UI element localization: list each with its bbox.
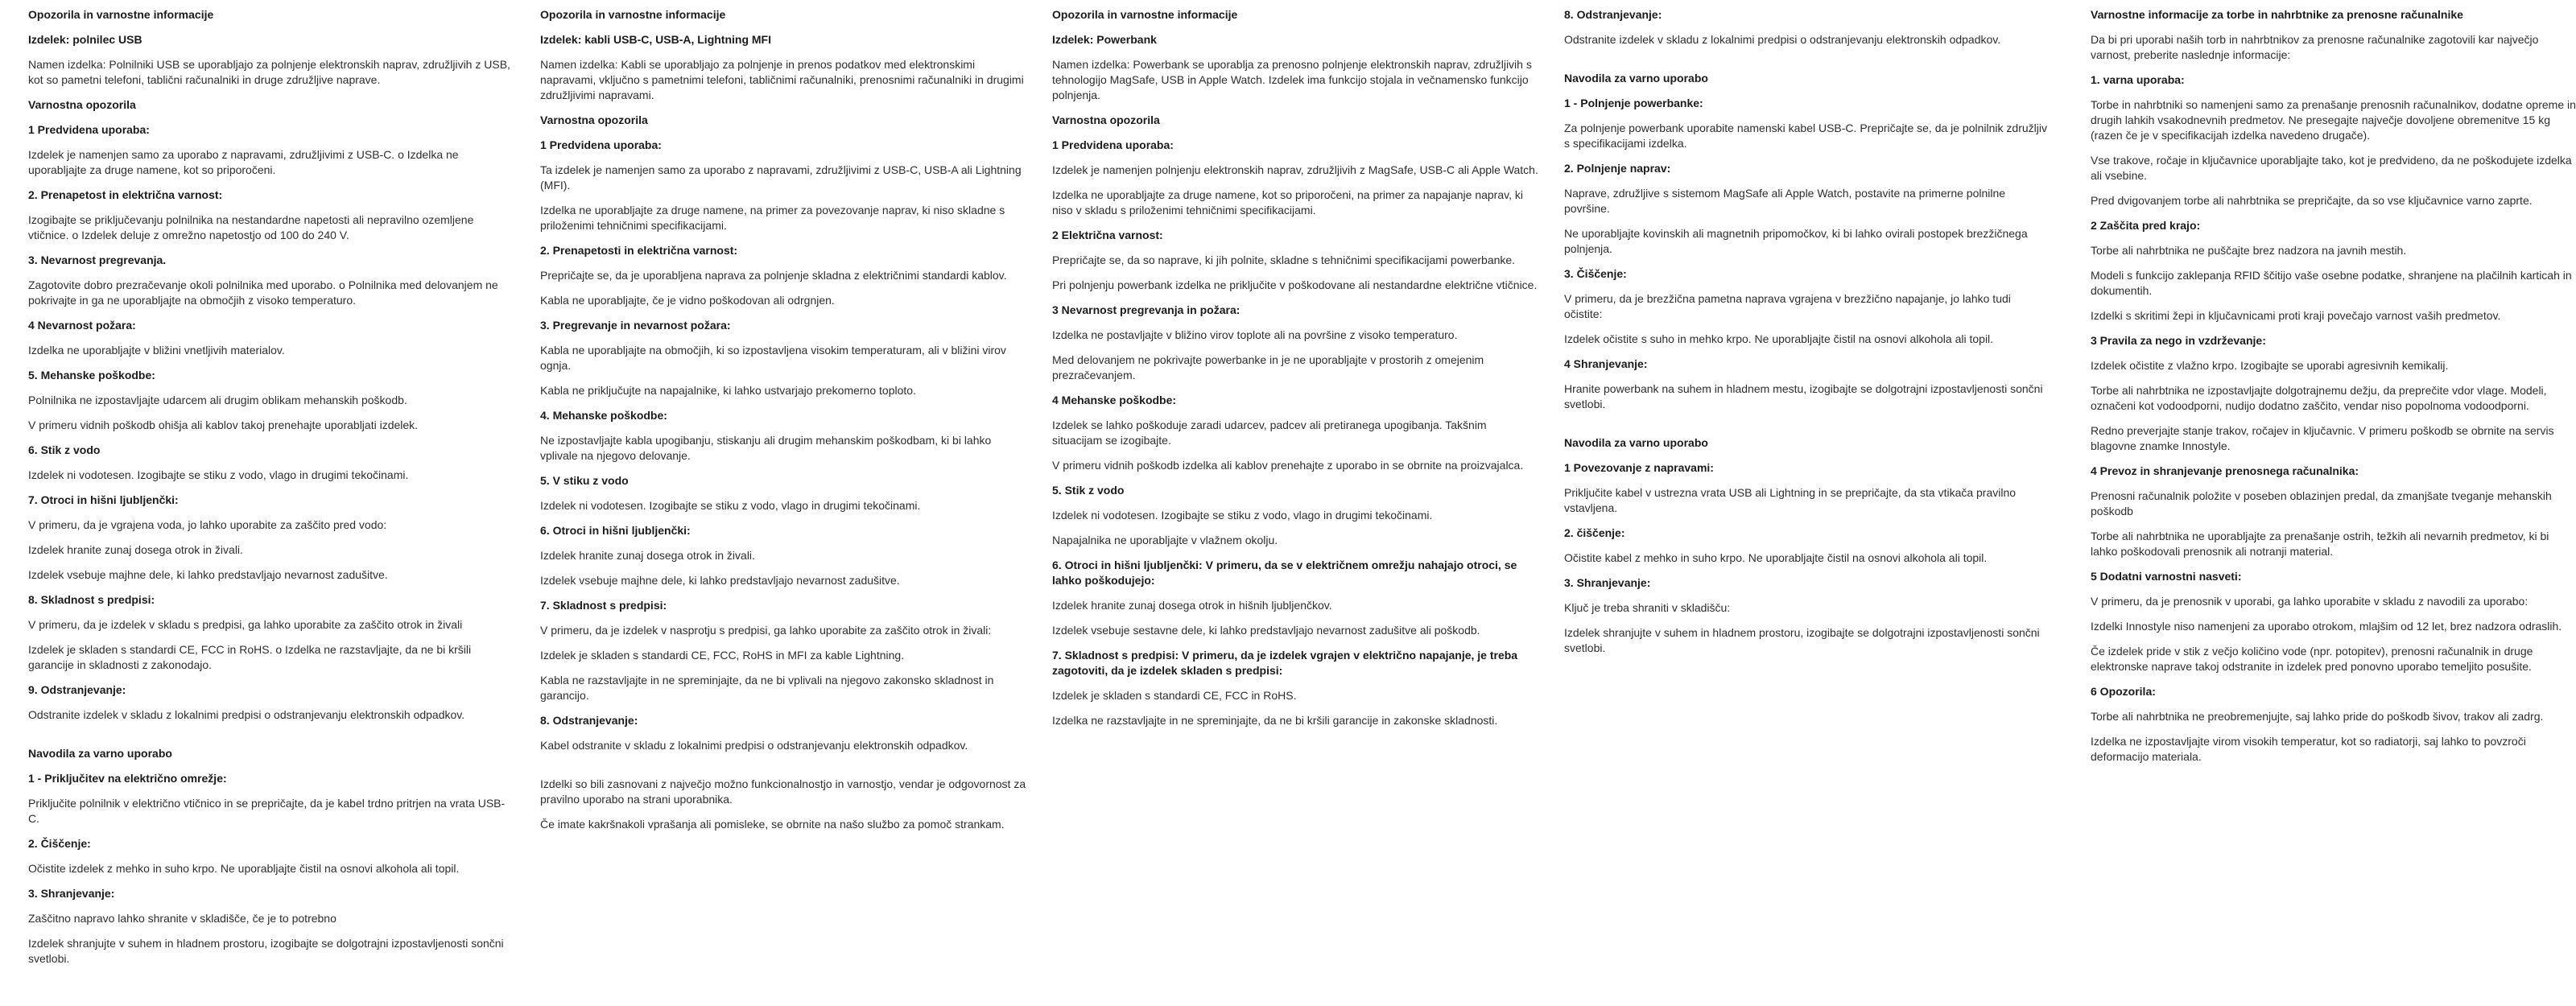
section-heading: 8. Odstranjevanje: xyxy=(540,714,638,727)
section-heading: Opozorila in varnostne informacije xyxy=(540,8,726,21)
paragraph: Torbe ali nahrbtnika ne preobremenjujte, saj lahko pride do poškodb šivov, trakov ali zadrg. xyxy=(2091,710,2544,723)
paragraph: Prenosni računalnik položite v poseben oblazinjen predal, da zmanjšate tveganje mehanskih poškodb xyxy=(2091,489,2552,517)
paragraph: Pri polnjenju powerbank izdelka ne priključite v poškodovane ali nestandardne električne vtičnice. xyxy=(1052,278,1538,291)
paragraph: Priključite polnilnik v električno vtičnico in se prepričajte, da je kabel trdno pritrjen na vrata USB-C. xyxy=(28,797,506,825)
section-heading: 5. Mehanske poškodbe: xyxy=(28,369,155,381)
section-heading: 1. varna uporaba: xyxy=(2091,73,2185,86)
paragraph: Izdelek hranite zunaj dosega otrok in živali. xyxy=(540,549,755,562)
paragraph: Odstranite izdelek v skladu z lokalnimi predpisi o odstranjevanju elektronskih odpadkov. xyxy=(1564,33,2001,46)
paragraph: Namen izdelka: Powerbank se uporablja za prenosno polnjenje elektronskih naprav, združljivih s tehnologijo MagSafe, USB in Apple Watch. Izdelek ima funkcijo stojala in večnamensko funkcijo polnjenja. xyxy=(1052,58,1532,101)
section-heading: 6. Otroci in hišni ljubljenčki: xyxy=(540,524,691,537)
paragraph: Izdelek je namenjen samo za uporabo z napravami, združljivimi z USB-C. o Izdelka ne uporabljajte za druge namene, kot so priporočeni. xyxy=(28,148,459,176)
spacer xyxy=(1564,57,2051,71)
section-heading: Izdelek: kabli USB-C, USB-A, Lightning MFI xyxy=(540,33,771,46)
paragraph: Torbe ali nahrbtnika ne uporabljajte za prenašanje ostrih, težkih ali nevarnih predmetov, ki bi lahko poškodovali prenosnik ali notranji material. xyxy=(2091,530,2549,558)
paragraph: V primeru vidnih poškodb ohišja ali kablov takoj prenehajte uporabljati izdelek. xyxy=(28,418,419,431)
paragraph: Redno preverjajte stanje trakov, ročajev in ključavnic. V primeru poškodb se obrnite na servis blagovne znamke Innostyle. xyxy=(2091,424,2554,452)
paragraph: Izdelka ne uporabljajte v bližini vnetljivih materialov. xyxy=(28,344,285,357)
paragraph: V primeru, da je izdelek v skladu s predpisi, ga lahko uporabite za zaščito otrok in živali xyxy=(28,618,463,631)
section-heading: 5. V stiku z vodo xyxy=(540,474,629,487)
section-heading: 7. Skladnost s predpisi: xyxy=(540,599,667,612)
section-heading: 1 Povezovanje z napravami: xyxy=(1564,461,1714,474)
paragraph: V primeru, da je izdelek v nasprotju s predpisi, ga lahko uporabite za zaščito otrok in živali: xyxy=(540,624,992,637)
column-laptop-bags xyxy=(2091,7,2576,774)
paragraph: Izdelek hranite zunaj dosega otrok in hišnih ljubljenčkov. xyxy=(1052,599,1332,612)
paragraph: Če izdelek pride v stik z večjo količino vode (npr. potopitev), prenosni računalnik in druge elektronske naprave takoj odstranite in izdelek pred ponovno uporabo temeljito posušite. xyxy=(2091,645,2533,673)
section-heading: 2 Električna varnost: xyxy=(1052,229,1163,241)
paragraph: Hranite powerbank na suhem in hladnem mestu, izogibajte se dolgotrajni izpostavljenosti sončni svetlobi. xyxy=(1564,382,2043,410)
paragraph: Prepričajte se, da so naprave, ki jih polnite, skladne s tehničnimi specifikacijami powerbanke. xyxy=(1052,254,1516,266)
spacer xyxy=(28,732,515,746)
section-heading: Opozorila in varnostne informacije xyxy=(1052,8,1238,21)
paragraph: Očistite izdelek z mehko in suho krpo. Ne uporabljajte čistil na osnovi alkohola ali topil. xyxy=(28,862,460,875)
section-heading: 6. Stik z vodo xyxy=(28,443,101,456)
section-heading: 8. Odstranjevanje: xyxy=(1564,8,1662,21)
section-heading: 5 Dodatni varnostni nasveti: xyxy=(2091,570,2242,583)
column-powerbank xyxy=(1052,7,1539,738)
paragraph: Ne uporabljajte kovinskih ali magnetnih pripomočkov, ki bi lahko ovirali postopek brezžičnega polnjenja. xyxy=(1564,227,2028,255)
section-heading: 3. Shranjevanje: xyxy=(1564,576,1651,589)
paragraph: Izdelek ni vodotesen. Izogibajte se stiku z vodo, vlago in drugimi tekočinami. xyxy=(1052,509,1433,522)
section-heading: 2. Prenapetost in električna varnost: xyxy=(28,188,223,201)
paragraph: Pred dvigovanjem torbe ali nahrbtnika se prepričajte, da so vse ključavnice varno zaprte. xyxy=(2091,194,2533,207)
paragraph: Izdelek hranite zunaj dosega otrok in živali. xyxy=(28,543,243,556)
section-heading: 2 Zaščita pred krajo: xyxy=(2091,219,2201,232)
paragraph: Izdelka ne razstavljajte in ne spreminjajte, da ne bi kršili garancije in zakonske skladnosti. xyxy=(1052,714,1498,727)
paragraph: Izdelki Innostyle niso namenjeni za uporabo otrokom, mlajšim od 12 let, brez nadzora odraslih. xyxy=(2091,620,2562,633)
paragraph: Izdelek vsebuje sestavne dele, ki lahko predstavljajo nevarnost zadušitve ali poškodb. xyxy=(1052,624,1480,637)
section-heading: 2. Polnjenje naprav: xyxy=(1564,162,1671,175)
paragraph: Torbe ali nahrbtnika ne izpostavljajte dolgotrajnemu dežju, da preprečite vdor vlage. Modeli, označeni kot vodoodporni, nudijo dodatno zaščito, vendar niso popolnoma vodoodporni. xyxy=(2091,384,2547,412)
paragraph: Izdelek očistite z vlažno krpo. Izogibajte se uporabi agresivnih kemikalij. xyxy=(2091,359,2449,372)
section-heading: Navodila za varno uporabo xyxy=(1564,72,1708,85)
section-heading: 3. Pregrevanje in nevarnost požara: xyxy=(540,319,731,332)
paragraph: Izdelka ne uporabljajte za druge namene, kot so priporočeni, na primer za napajanje naprav, ki niso v skladu s priloženimi tehničnimi specifikacijami. xyxy=(1052,188,1523,216)
column-cables xyxy=(540,7,1027,842)
paragraph: Izdelek je namenjen polnjenju elektronskih naprav, združljivih z MagSafe, USB-C ali Apple Watch. xyxy=(1052,163,1538,176)
section-heading: 4 Mehanske poškodbe: xyxy=(1052,394,1177,406)
paragraph: Izdelka ne izpostavljajte virom visokih temperatur, kot so radiatorji, saj lahko to povzroči deformacijo materiala. xyxy=(2091,735,2526,763)
section-heading: 1 Predvidena uporaba: xyxy=(1052,138,1174,151)
paragraph: Kabla ne uporabljajte, če je vidno poškodovan ali odrgnjen. xyxy=(540,294,835,307)
section-heading: 4 Nevarnost požara: xyxy=(28,319,136,332)
section-heading: 4 Shranjevanje: xyxy=(1564,357,1648,370)
paragraph: Priključite kabel v ustrezna vrata USB ali Lightning in se prepričajte, da sta vtikača pravilno vstavljena. xyxy=(1564,486,2017,514)
paragraph: Zaščitno napravo lahko shranite v skladišče, če je to potrebno xyxy=(28,912,336,925)
section-heading: 3. Nevarnost pregrevanja. xyxy=(28,254,167,266)
paragraph: Za polnjenje powerbank uporabite namenski kabel USB-C. Prepričajte se, da je polnilnik združljiv s specifikacijami izdelka. xyxy=(1564,122,2047,150)
paragraph: Izdelek vsebuje majhne dele, ki lahko predstavljajo nevarnost zadušitve. xyxy=(28,568,388,581)
section-heading: 3 Nevarnost pregrevanja in požara: xyxy=(1052,303,1241,316)
section-heading: 1 Predvidena uporaba: xyxy=(540,138,662,151)
section-heading: 1 - Priključitev na električno omrežje: xyxy=(28,772,227,785)
section-heading: 5. Stik z vodo xyxy=(1052,484,1125,497)
section-heading: Varnostna opozorila xyxy=(28,98,136,111)
paragraph: Torbe ali nahrbtnika ne puščajte brez nadzora na javnih mestih. xyxy=(2091,244,2407,257)
section-heading: 4 Prevoz in shranjevanje prenosnega računalnika: xyxy=(2091,464,2359,477)
paragraph: Naprave, združljive s sistemom MagSafe ali Apple Watch, postavite na primerne polnilne površine. xyxy=(1564,187,2006,215)
paragraph: Izdelki s skritimi žepi in ključavnicami proti kraji povečajo varnost vaših predmetov. xyxy=(2091,309,2501,322)
paragraph: Izdelek se lahko poškoduje zaradi udarcev, padcev ali pretiranega upogibanja. Takšnim situacijam se izogibajte. xyxy=(1052,418,1487,447)
paragraph: Torbe in nahrbtniki so namenjeni samo za prenašanje prenosnih računalnikov, dodatne opreme in drugih lahkih vsakodnevnih predmetov. Ne presegajte največje dovoljene obremenitve 15 kg (razen če je v specifikacijah izdelka navedeno drugače). xyxy=(2091,98,2576,142)
paragraph: Izdelek očistite s suho in mehko krpo. Ne uporabljajte čistil na osnovi alkohola ali topil. xyxy=(1564,332,1994,345)
section-heading: 1 Predvidena uporaba: xyxy=(28,123,150,136)
paragraph: Vse trakove, ročaje in ključavnice uporabljajte tako, kot je predvideno, da ne poškodujete izdelka ali vsebine. xyxy=(2091,154,2572,182)
spacer xyxy=(540,763,1027,777)
section-heading: 7. Otroci in hišni ljubljenčki: xyxy=(28,493,179,506)
paragraph: V primeru, da je prenosnik v uporabi, ga lahko uporabite v skladu z navodili za uporabo: xyxy=(2091,595,2529,608)
column-usb-charger xyxy=(28,7,515,976)
section-heading: Navodila za varno uporabo xyxy=(1564,436,1708,449)
section-heading: Varnostna opozorila xyxy=(540,113,648,126)
paragraph: Ključ je treba shraniti v skladišču: xyxy=(1564,601,1731,614)
section-heading: 2. Prenapetosti in električna varnost: xyxy=(540,244,738,257)
paragraph: Polnilnika ne izpostavljajte udarcem ali drugim oblikam mehanskih poškodb. xyxy=(28,394,407,406)
paragraph: V primeru vidnih poškodb izdelka ali kablov prenehajte z uporabo in se obrnite na proizvajalca. xyxy=(1052,459,1524,472)
paragraph: Med delovanjem ne pokrivajte powerbanke in je ne uporabljajte v prostorih z omejenim prezračevanjem. xyxy=(1052,353,1484,381)
paragraph: Izdelek shranjujte v suhem in hladnem prostoru, izogibajte se dolgotrajni izpostavljenosti sončni svetlobi. xyxy=(28,937,504,965)
section-heading: 4. Mehanske poškodbe: xyxy=(540,409,667,422)
section-heading: 3. Shranjevanje: xyxy=(28,887,115,900)
paragraph: Namen izdelka: Kabli se uporabljajo za polnjenje in prenos podatkov med elektronskimi napravami, vključno s pametnimi telefoni, tabličnimi računalniki, prenosnimi računalniki in drugimi združljivimi napravami. xyxy=(540,58,1024,101)
section-heading: Navodila za varno uporabo xyxy=(28,747,172,760)
paragraph: Ta izdelek je namenjen samo za uporabo z napravami, združljivimi z USB-C, USB-A ali Lightning (MFI). xyxy=(540,163,1022,192)
paragraph: Izdelek je skladen s standardi CE, FCC in RoHS. o Izdelka ne razstavljajte, da ne bi kršili garancije in skladnosti z zakonodajo. xyxy=(28,643,472,671)
paragraph: Očistite kabel z mehko in suho krpo. Ne uporabljajte čistil na osnovi alkohola ali topil. xyxy=(1564,551,1988,564)
section-heading: 7. Skladnost s predpisi: V primeru, da je izdelek vgrajen v električno napajanje, je treba zagotoviti, da je izdelek skladen s predpisi: xyxy=(1052,649,1518,677)
paragraph: Izdelek shranjujte v suhem in hladnem prostoru, izogibajte se dolgotrajni izpostavljenosti sončni svetlobi. xyxy=(1564,626,2040,654)
section-heading: Izdelek: Powerbank xyxy=(1052,33,1157,46)
section-heading: Opozorila in varnostne informacije xyxy=(28,8,214,21)
paragraph: Odstranite izdelek v skladu z lokalnimi predpisi o odstranjevanju elektronskih odpadkov. xyxy=(28,708,465,721)
paragraph: Izdelek vsebuje majhne dele, ki lahko predstavljajo nevarnost zadušitve. xyxy=(540,574,900,587)
section-heading: 1 - Polnjenje powerbanke: xyxy=(1564,97,1703,109)
paragraph: Izogibajte se priključevanju polnilnika na nestandardne napetosti ali nepravilno ozemljene vtičnice. o Izdelek deluje z omrežno napetostjo od 100 do 240 V. xyxy=(28,213,474,241)
section-heading: 8. Skladnost s predpisi: xyxy=(28,593,155,606)
paragraph: Modeli s funkcijo zaklepanja RFID ščitijo vaše osebne podatke, shranjene na plačilnih karticah in dokumentih. xyxy=(2091,269,2572,297)
section-heading: 2. Čiščenje: xyxy=(28,837,91,850)
paragraph: Kabla ne priključujte na napajalnike, ki lahko ustvarjajo prekomerno toploto. xyxy=(540,384,916,397)
section-heading: 6. Otroci in hišni ljubljenčki: V primeru, da se v električnem omrežju nahajajo otroci, se lahko poškodujejo: xyxy=(1052,559,1517,587)
section-heading: 3 Pravila za nego in vzdrževanje: xyxy=(2091,334,2266,347)
paragraph: Zagotovite dobro prezračevanje okoli polnilnika med uporabo. o Polnilnika med delovanjem ne pokrivajte in ga ne uporabljajte na območjih z visoko temperaturo. xyxy=(28,278,498,307)
spacer xyxy=(1564,422,2051,435)
paragraph: Da bi pri uporabi naših torb in nahrbtnikov za prenosne računalnike zagotovili kar največjo varnost, preberite naslednje informacije: xyxy=(2091,33,2539,61)
paragraph: Namen izdelka: Polnilniki USB se uporabljajo za polnjenje elektronskih naprav, združljivih z USB, kot so pametni telefoni, tablični računalniki in druge združljive naprave. xyxy=(28,58,510,86)
paragraph: Kabla ne uporabljajte na območjih, ki so izpostavljena visokim temperaturam, ali v bližini virov ognja. xyxy=(540,344,1006,372)
paragraph: Kabel odstranite v skladu z lokalnimi predpisi o odstranjevanju elektronskih odpadkov. xyxy=(540,739,968,752)
section-heading: 6 Opozorila: xyxy=(2091,685,2156,698)
paragraph: V primeru, da je vgrajena voda, jo lahko uporabite za zaščito pred vodo: xyxy=(28,518,387,531)
paragraph: Izdelek ni vodotesen. Izogibajte se stiku z vodo, vlago in drugimi tekočinami. xyxy=(28,468,409,481)
section-heading: 2. čiščenje: xyxy=(1564,526,1625,539)
paragraph: Izdelek je skladen s standardi CE, FCC, RoHS in MFI za kable Lightning. xyxy=(540,649,905,662)
section-heading: Izdelek: polnilec USB xyxy=(28,33,142,46)
paragraph: Če imate kakršnakoli vprašanja ali pomisleke, se obrnite na našo službo za pomoč strankam. xyxy=(540,818,1005,831)
paragraph: Izdelka ne uporabljajte za druge namene, na primer za povezovanje naprav, ki niso skladne s priloženimi tehničnimi specifikacijami. xyxy=(540,204,1005,232)
paragraph: Izdelki so bili zasnovani z največjo možno funkcionalnostjo in varnostjo, vendar je odgovornost za pravilno uporabo na strani uporabnika. xyxy=(540,777,1026,806)
paragraph: Kabla ne razstavljajte in ne spreminjajte, da ne bi vplivali na njegovo zakonsko skladnost in garancijo. xyxy=(540,674,994,702)
paragraph: Napajalnika ne uporabljajte v vlažnem okolju. xyxy=(1052,534,1278,546)
section-heading: 3. Čiščenje: xyxy=(1564,267,1627,280)
column-powerbank-usage xyxy=(1564,7,2051,666)
section-heading: Varnostna opozorila xyxy=(1052,113,1160,126)
paragraph: Izdelek ni vodotesen. Izogibajte se stiku z vodo, vlago in drugimi tekočinami. xyxy=(540,499,921,512)
section-heading: 9. Odstranjevanje: xyxy=(28,683,126,696)
paragraph: V primeru, da je brezžična pametna naprava vgrajena v brezžično napajanje, jo lahko tudi očistite: xyxy=(1564,292,2011,320)
paragraph: Ne izpostavljajte kabla upogibanju, stiskanju ali drugim mehanskim poškodbam, ki bi lahko vplivale na njegovo delovanje. xyxy=(540,434,992,462)
paragraph: Prepričajte se, da je uporabljena naprava za polnjenje skladna z električnimi standardi kablov. xyxy=(540,269,1007,282)
section-heading: Varnostne informacije za torbe in nahrbtnike za prenosne računalnike xyxy=(2091,8,2463,21)
paragraph: Izdelek je skladen s standardi CE, FCC in RoHS. xyxy=(1052,689,1297,702)
paragraph: Izdelka ne postavljajte v bližino virov toplote ali na površine z visoko temperaturo. xyxy=(1052,328,1458,341)
